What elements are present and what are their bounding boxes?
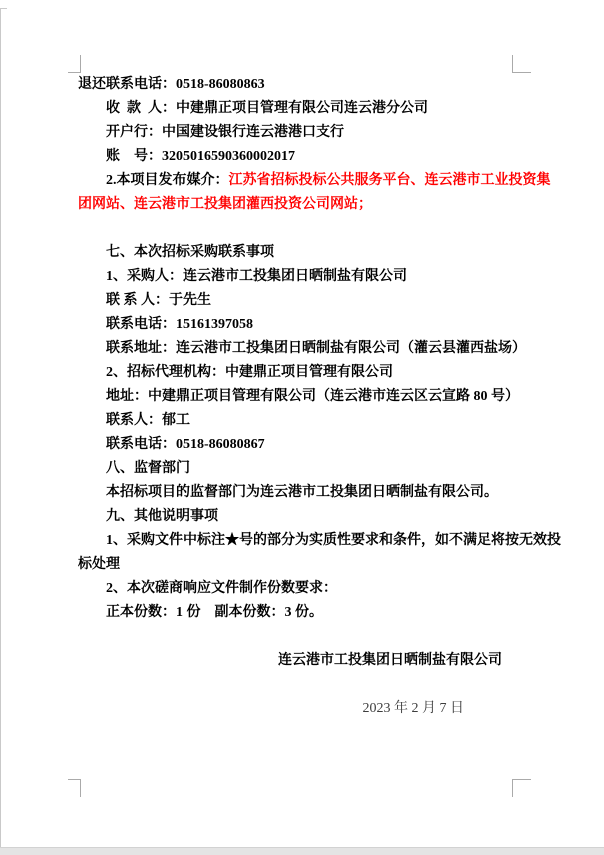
media-line (78, 169, 551, 193)
agency-address-line: 地址：中建鼎正项目管理有限公司（连云港市连云区云宣路 80 号） (106, 389, 519, 404)
contact-address-line: 联系地址：连云港市工投集团日晒制盐有限公司（灌云县灌西盐场） (106, 341, 526, 356)
signature-line: 连云港市工投集团日晒制盐有限公司 (278, 653, 502, 668)
media-line-continuation: 团网站、连云港市工投集团灌西投资公司网站； (78, 197, 372, 212)
bank-line: 开户行：中国建设银行连云港港口支行 (106, 125, 344, 140)
date-line: 2023 年 2 月 7 日 (362, 701, 464, 716)
note-1-continuation-line: 标处理 (78, 557, 120, 572)
agency-phone-line: 联系电话：0518-86080867 (106, 437, 265, 452)
blank-line (78, 625, 514, 649)
page-top-edge (0, 8, 7, 9)
agency-contact-line: 联系人：郁工 (106, 413, 190, 428)
payee-line: 收 款 人：中建鼎正项目管理有限公司连云港分公司 (106, 101, 428, 116)
note-2-line: 2、本次磋商响应文件制作份数要求： (106, 581, 337, 596)
margin-crop-mark-bottom-left (68, 779, 81, 797)
agency-line: 2、招标代理机构：中建鼎正项目管理有限公司 (106, 365, 393, 380)
account-line: 账 号：3205016590360002017 (106, 149, 295, 164)
document-text-area (78, 73, 561, 721)
margin-crop-mark-top-right (512, 55, 531, 73)
blank-line (78, 673, 514, 697)
margin-crop-mark-bottom-right (512, 779, 531, 797)
section-8-heading: 八、监督部门 (106, 461, 190, 476)
contact-person-line: 联 系 人：于先生 (106, 293, 211, 308)
media-red-text: 江苏省招标投标公共服务平台、连云港市工业投资集 (228, 173, 551, 188)
section-9-heading: 九、其他说明事项 (106, 509, 218, 524)
page-bottom-edge (0, 847, 604, 855)
page-left-edge (0, 8, 1, 848)
purchaser-line: 1、采购人：连云港市工投集团日晒制盐有限公司 (106, 269, 407, 284)
section-7-heading: 七、本次招标采购联系事项 (106, 245, 274, 260)
note-1-line: 1、采购文件中标注★号的部分为实质性要求和条件，如不满足将按无效投 (106, 533, 561, 548)
margin-crop-mark-top-left (68, 55, 81, 73)
refund-phone-line: 退还联系电话：0518-86080863 (78, 77, 265, 92)
blank-line (78, 217, 514, 241)
supervision-line: 本招标项目的监督部门为连云港市工投集团日晒制盐有限公司。 (106, 485, 498, 500)
media-label: 2.本项目发布媒介： (106, 173, 229, 188)
copies-line: 正本份数：1 份 副本份数：3 份。 (106, 605, 323, 620)
contact-phone-line: 联系电话：15161397058 (106, 317, 253, 332)
